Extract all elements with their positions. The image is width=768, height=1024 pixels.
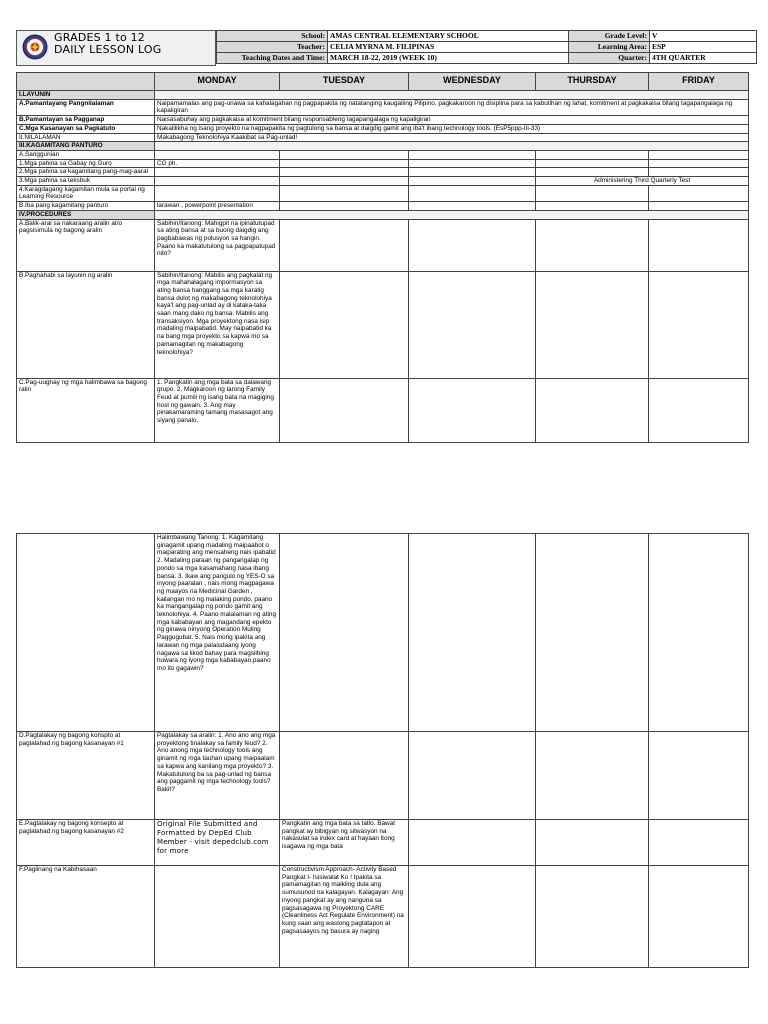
row-label-sanggunian: A.Sanggunian bbox=[17, 150, 155, 159]
days-corner bbox=[17, 73, 155, 91]
row-label-paghahabi: B.Paghahabi sa layunin ng aralin bbox=[17, 271, 155, 378]
kagamitan-blank bbox=[155, 142, 749, 151]
deped-seal-icon bbox=[22, 34, 48, 60]
row-label-gabay: 1.Mga pahina sa Gabay ng Guro bbox=[17, 159, 155, 168]
continued-label bbox=[17, 534, 155, 732]
paguugnay-monday: 1. Pangkatin ang mga bata sa dalawang grupo. 2. Magkaroon ng larong Family Feud at pumili ng isang bata na magiging host ng gawain. 3. Ang may pinakamaraming tamang masasagot ang siyang panalo. bbox=[155, 378, 280, 442]
header-info-table bbox=[216, 30, 757, 64]
section-layunin: I.LAYUNIN bbox=[17, 91, 155, 100]
pagtalakay1-monday: Pagtalakay sa aralin: 1. Ano ano ang mga proyektong tinalakay sa family feud? 2. Ano anong mga technology tools ang ginamit ng mga tauhan upang maipaalam sa kapwa ang kanilang mga proyekto? 3. Makatutulong ba sa pag-unlad ng bansa ang paggamit ng mga technology tools? Bakit? bbox=[155, 732, 280, 820]
row-label-pagganap: B.Pamantayan sa Pagganap bbox=[17, 116, 155, 125]
row-label-kagamitang: 2.Mga pahina sa kagamitang pang-mag-aaral bbox=[17, 168, 155, 177]
day-thursday: THURSDAY bbox=[536, 73, 649, 91]
quarter-value: 4TH QUARTER bbox=[650, 53, 757, 64]
row-label-paglinang: F.Paglinang na Kabihasaan bbox=[17, 866, 155, 968]
iba-monday: larawan , powerpoint presentation bbox=[155, 202, 280, 211]
day-tuesday: TUESDAY bbox=[280, 73, 409, 91]
grade-value: V bbox=[650, 31, 757, 42]
dates-label: Teaching Dates and Time: bbox=[217, 53, 328, 64]
depedclub-note: Original File Submitted and Formatted by DepEd Club Member - visit depedclub.com for more bbox=[155, 820, 280, 866]
row-label-paguugnay: C.Pag-uugnay ng mga halimbawa sa bagong ralin bbox=[17, 378, 155, 442]
teacher-label: Teacher: bbox=[217, 42, 328, 53]
nilalaman-text: Makabagong Teknolohiya Kaakibat sa Pag-unlad! bbox=[155, 133, 749, 142]
layunin-blank bbox=[155, 91, 749, 100]
gabay-monday: CG ph. bbox=[155, 159, 280, 168]
procedures-blank bbox=[155, 210, 749, 219]
row-label-kasanayan: C.Mga Kasanayan sa Pagkatuto bbox=[17, 124, 155, 133]
teksbuk-thursday: Administering Third Quarterly Test bbox=[536, 177, 749, 186]
row-label-balikaral: A.Balik-aral sa nakaraang aralin at/o pagsisimula ng bagong aralin bbox=[17, 219, 155, 271]
day-monday: MONDAY bbox=[155, 73, 280, 91]
kasanayan-text: Nakalilikha ng isang proyekto na nagpapakita ng pagtulong sa bansa at daigdig gamit ang iba't ibang technology tools. (EsP5ppp-IIi-33) bbox=[155, 124, 749, 133]
grade-label: Grade Level: bbox=[569, 31, 650, 42]
school-label: School: bbox=[217, 31, 328, 42]
page-title: GRADES 1 to 12 DAILY LESSON LOG bbox=[54, 31, 162, 56]
pagtalakay2-tuesday: Pangkatin ang mga bata sa tatlo. Bawat pangkat ay bibigyan ng sitwasyon na nakasulat sa index card at hayaan itong isagawa ng mga bata bbox=[280, 820, 409, 866]
lesson-log-table-page1 bbox=[16, 72, 749, 443]
row-label-pagtalakay2: E.Pagtalakay ng bagong konsepto at paglalahad ng bagong kasanayan #2 bbox=[17, 820, 155, 866]
pagganap-text: Naisasabuhay ang pagkakaisa at komitment bilang responsableng tagapangalaga ng kapaligiran bbox=[155, 116, 749, 125]
row-label-pamantayang: A.Pamantayang Pangnilalaman bbox=[17, 99, 155, 115]
paglinang-tuesday: Constructivism Approach- Activity Based Pangkat I- Isisiwalat Ko ! Ipakita sa pamamagitan ng maikling dula ang sumusunod na kalagayan. Kalagayan: Ang inyong pangkat ay ang nanguna sa pagsasagawa ng Proyektong CARE (Cleanliness Act Regulate Environment) na kung saan ang wastong pagtatapon at pagsasaayos ng basura ay naging bbox=[280, 866, 409, 968]
teacher-value: CELIA MYRNA M. FILIPINAS bbox=[328, 42, 569, 53]
area-value: ESP bbox=[650, 42, 757, 53]
lesson-log-table-page2 bbox=[16, 533, 749, 968]
balikaral-monday: Sabihin/Itanong: Mahigpit na ipinatutupad sa ating bansa at sa buong daigdig ang pagbabawas ng polusyon sa hangin. Paano ka makatutulong sa pagpapatupad nito? bbox=[155, 219, 280, 271]
row-label-iba: B.Iba pang kagamitang panturo bbox=[17, 202, 155, 211]
quarter-label: Quarter: bbox=[569, 53, 650, 64]
paghahabi-monday: Sabihin/Itanong: Mabilis ang pagkalat ng mga mahahalagang impormasyon sa ating bansa hanggang sa mga karatig bansa dulot ng makabagong teknolohiya kaya't ang pag-unlad ay di kataka-taka saan mang dako ng bansa. Mabilis ang transaksiyon. Mga proyektong nasa isip madaling maipabatid. May naipabatid ka na bang mga proyekto sa kapwa mo sa pamamagitan ng makabagong teknolohiya? bbox=[155, 271, 280, 378]
row-label-teksbuk: 3.Mga pahina sa teksbuk bbox=[17, 177, 155, 186]
school-value: AMAS CENTRAL ELEMENTARY SCHOOL bbox=[328, 31, 569, 42]
row-label-nilalaman: II.NILALAMAN bbox=[17, 133, 155, 142]
section-kagamitan: III.KAGAMITANG PANTURO bbox=[17, 142, 155, 151]
halimbawa-monday: Halimbawang Tanong: 1. Kagamitang ginagamit upang madaling maipaabot o maiparating ang mensaheng nais ipabatid 2. Madaling paraan ng pangangalap ng pondo sa mga kasamahang nasa ibang bansa. 3. Ikaw ang pangulo ng YES-O sa inyong paaralan , nais mong magpagawa ng maayos na Medicinal Garden , kailangan mo ng malaking pondo, paano ka mangangalap ng pondo gamit ang teknolohiya. 4. Paano malalaman ng ating mga kababayan ang magandang epekto ng ginawa ninyong Operation Muling Paggugubat. 5. Nais mong ipakita ang larawan ng mga palaisdaang iyong nagawa sa likod bahay para magsilbing huwara ng iyong mga kababayan.paano mo ito gagawin? bbox=[155, 534, 280, 732]
day-friday: FRIDAY bbox=[649, 73, 749, 91]
dates-value: MARCH 18-22, 2019 (WEEK 10) bbox=[328, 53, 569, 64]
row-label-portal: 4.Karagdagang kagamitan mula sa portal ng Learning Resource bbox=[17, 185, 155, 201]
day-wednesday: WEDNESDAY bbox=[409, 73, 536, 91]
area-label: Learning Area: bbox=[569, 42, 650, 53]
row-label-pagtalakay1: D.Pagtalakay ng bagong konspto at paglalahad ng bagong kasanayan #1 bbox=[17, 732, 155, 820]
pamantayang-text: Naipamamalas ang pag-unawa sa kahalagahan ng pagpapakita ng natatanging kaugaliing Pilipino, pagkakaroon ng disiplina para sa kabutihan ng lahat, komitment at pagkakaisa bilang tagapangalaga ng kapaligiran bbox=[155, 99, 749, 115]
section-procedures: IV.PROCEDURES bbox=[17, 210, 155, 219]
